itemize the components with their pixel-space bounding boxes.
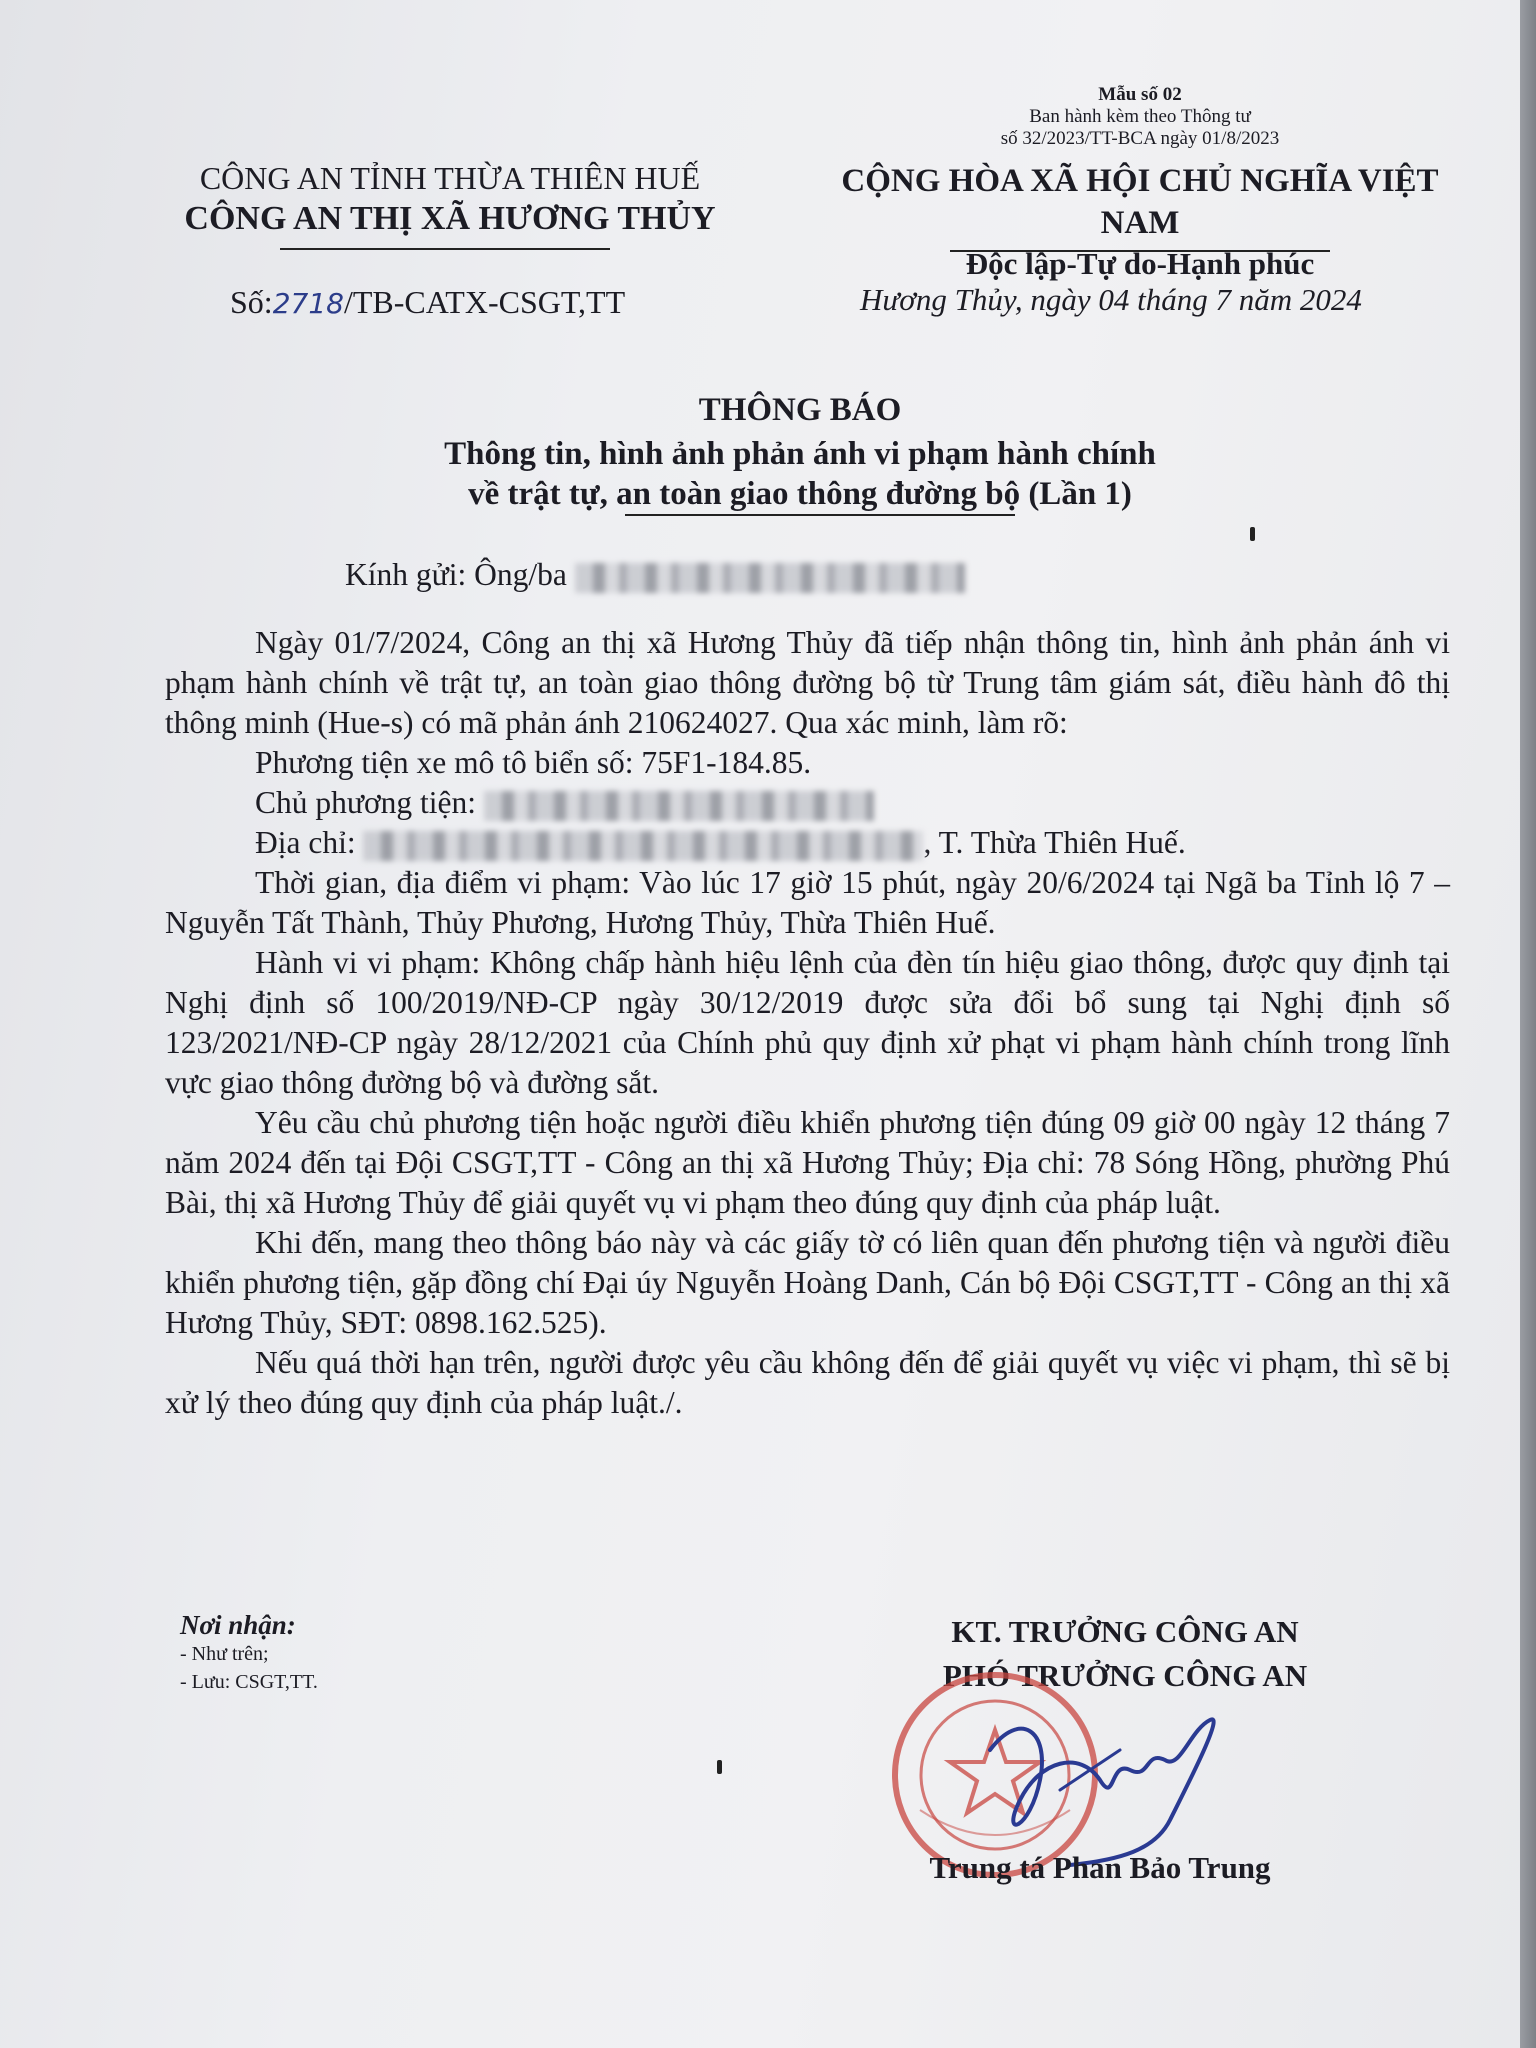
document-body xyxy=(165,555,1450,1423)
address-tail: , T. Thừa Thiên Huế. xyxy=(923,825,1186,860)
agency-header xyxy=(120,158,780,240)
form-number-block xyxy=(1000,84,1280,150)
handwritten-signature-icon xyxy=(960,1690,1260,1870)
paper-speck xyxy=(717,1760,722,1774)
owner-label: Chủ phương tiện: xyxy=(255,785,476,820)
title-main: THÔNG BÁO xyxy=(698,392,902,428)
para-intake: Ngày 01/7/2024, Công an thị xã Hương Thủy đã tiếp nhận thông tin, hình ảnh phản ánh vi phạm hành chính về trật tự, an toàn giao thông đường bộ từ Trung tâm giám sát, điều hành đô thị thông minh (Hue-s) có mã phản ánh 210624027. Qua xác minh, làm rõ: xyxy=(165,625,1450,740)
para-request: Yêu cầu chủ phương tiện hoặc người điều khiển phương tiện đúng 09 giờ 00 ngày 12 tháng 7 năm 2024 đến tại Đội CSGT,TT - Công an thị xã Hương Thủy; Địa chỉ: 78 Sóng Hồng, phường Phú Bài, thị xã Hương Thủy để giải quyết vụ vi phạm theo đúng quy định của pháp luật. xyxy=(165,1105,1450,1220)
address-label: Địa chỉ: xyxy=(255,825,356,860)
agency-name: CÔNG AN THỊ XÃ HƯƠNG THỦY xyxy=(184,200,716,237)
nation-header xyxy=(800,160,1480,284)
para-owner xyxy=(165,783,1450,823)
para-violation: Hành vi vi phạm: Không chấp hành hiệu lệnh của đèn tín hiệu giao thông, được quy định tại Nghị định số 100/2019/NĐ-CP ngày 30/12/2019 được sửa đổi bổ sung tại Nghị định số 123/2021/NĐ-CP ngày 28/12/2021 của Chính phủ quy định xử phạt vi phạm hành chính trong lĩnh vực giao thông đường bộ và đường sắt. xyxy=(165,945,1450,1100)
document-number xyxy=(230,284,625,321)
motto-underline xyxy=(950,250,1330,252)
nation-name: CỘNG HÒA XÃ HỘI CHỦ NGHĨA VIỆT NAM xyxy=(841,163,1439,241)
signature-line2: PHÓ TRƯỞNG CÔNG AN xyxy=(942,1658,1308,1693)
nation-motto: Độc lập-Tự do-Hạnh phúc xyxy=(965,246,1315,281)
recipients-heading: Nơi nhận: xyxy=(180,1610,296,1640)
title-underline xyxy=(625,514,1015,516)
number-prefix: Số: xyxy=(230,284,273,320)
recipient-item: - Như trên; xyxy=(180,1643,269,1665)
recipients-block xyxy=(180,1610,318,1696)
form-circular: số 32/2023/TT-BCA ngày 01/8/2023 xyxy=(1000,128,1280,149)
para-bring: Khi đến, mang theo thông báo này và các giấy tờ có liên quan đến phương tiện và người điều khiển phương tiện, gặp đồng chí Đại úy Nguyễn Hoàng Danh, Cán bộ Đội CSGT,TT - Công an thị xã Hương Thủy, SĐT: 0898.162.525). xyxy=(165,1225,1450,1340)
greeting-line xyxy=(165,555,1450,595)
paper-speck xyxy=(1250,527,1255,541)
recipient-item: - Lưu: CSGT,TT. xyxy=(180,1671,318,1693)
redacted-name xyxy=(575,563,965,593)
title-line1: Thông tin, hình ảnh phản ánh vi phạm hành chính xyxy=(444,436,1156,472)
number-suffix: /TB-CATX-CSGT,TT xyxy=(343,284,626,320)
document-title xyxy=(300,390,1300,514)
greeting: Kính gửi: Ông/ba xyxy=(345,557,567,592)
para-address xyxy=(165,823,1450,863)
page-edge-shadow xyxy=(1520,0,1536,2048)
signature-line1: KT. TRƯỞNG CÔNG AN xyxy=(951,1614,1299,1649)
agency-underline xyxy=(280,248,610,250)
agency-parent: CÔNG AN TỈNH THỪA THIÊN HUẾ xyxy=(199,160,701,196)
number-handwritten: 2718 xyxy=(272,287,344,320)
para-vehicle: Phương tiện xe mô tô biển số: 75F1-184.85. xyxy=(255,745,812,780)
form-issued-with: Ban hành kèm theo Thông tư xyxy=(1029,106,1251,127)
para-time-place: Thời gian, địa điểm vi phạm: Vào lúc 17 giờ 15 phút, ngày 20/6/2024 tại Ngã ba Tỉnh lộ 7 – Nguyễn Tất Thành, Thủy Phương, Hương Thủy, Thừa Thiên Huế. xyxy=(165,865,1450,940)
redacted-address xyxy=(363,831,923,861)
para-warning: Nếu quá thời hạn trên, người được yêu cầu không đến để giải quyết vụ việc vi phạm, thì sẽ bị xử lý theo đúng quy định của pháp luật./. xyxy=(165,1345,1450,1420)
redacted-owner xyxy=(484,791,874,821)
signer-name: Trung tá Phan Bảo Trung xyxy=(929,1850,1271,1885)
place-date: Hương Thủy, ngày 04 tháng 7 năm 2024 xyxy=(860,282,1362,317)
form-number: Mẫu số 02 xyxy=(1098,84,1182,105)
title-line2: về trật tự, an toàn giao thông đường bộ (Lần 1) xyxy=(468,476,1132,512)
